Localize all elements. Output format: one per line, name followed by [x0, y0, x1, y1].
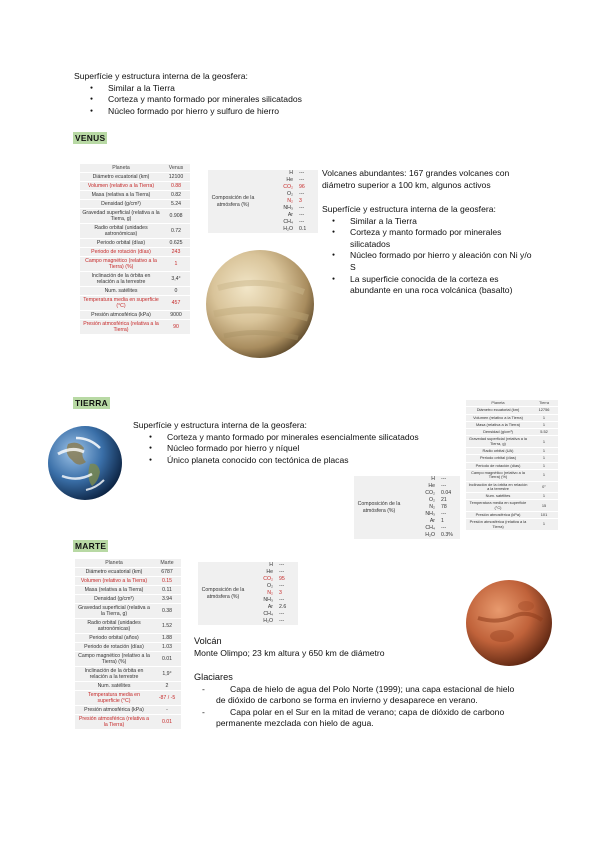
tierra-composition-table	[354, 476, 460, 539]
table-row	[466, 407, 558, 414]
table-row	[208, 170, 318, 177]
composition-value: ---	[279, 597, 285, 603]
list-item: ● Corteza y manto formado por minerales esencialmente silicatados	[147, 432, 453, 444]
venus-geo-title: Superfície y estructura interna de la geosfera:	[322, 204, 496, 214]
table-cell-value: 1	[530, 436, 558, 448]
table-row	[80, 257, 190, 272]
composition-species: CH₄	[263, 611, 273, 617]
composition-label: Composición de la atmósfera (%)	[201, 586, 245, 600]
table-header-row	[75, 559, 181, 568]
table-cell-value: 1	[530, 519, 558, 531]
table-row	[75, 604, 181, 619]
table-cell-value: 2	[153, 682, 181, 691]
table-cell-label: Inclinación de la órbita en relación a la terrestre	[75, 667, 153, 682]
table-row	[466, 462, 558, 469]
marte-volcan	[194, 636, 534, 659]
table-cell-value: 0.01	[153, 715, 181, 730]
tierra-data-table-wrap	[466, 400, 558, 531]
table-cell-value: 15	[530, 500, 558, 512]
table-row	[75, 682, 181, 691]
composition-value: ---	[441, 525, 447, 531]
composition-value: ---	[441, 511, 447, 517]
table-cell-value: 1	[530, 462, 558, 469]
table-cell-value: 0.15	[153, 577, 181, 586]
composition-species: NH₃	[263, 597, 273, 603]
composition-species: CO₂	[263, 576, 273, 582]
table-row	[75, 652, 181, 667]
table-header-row	[80, 164, 190, 173]
composition-value: ---	[441, 476, 447, 482]
table-cell-label: Num. satélites	[75, 682, 153, 691]
table-cell-label: Inclinación de la órbita en relación a la terrestre	[80, 272, 162, 287]
table-cell-label: Gravedad superficial (relativa a la Tierra, g)	[75, 604, 153, 619]
table-cell-label: Volumen (relativo a la Tierra)	[80, 182, 162, 191]
table-cell-value: 243	[162, 248, 190, 257]
table-cell-label: Radio orbital (unidades astronómicas)	[75, 619, 153, 634]
table-row	[466, 414, 558, 421]
table-cell-value: 5.24	[162, 200, 190, 209]
table-cell-label: Masa (relativa a la Tierra)	[80, 191, 162, 200]
composition-value: 0.04	[441, 490, 452, 496]
venus-geosphere	[322, 204, 532, 297]
marte-volcan-title: Volcán	[194, 636, 222, 646]
table-row	[80, 239, 190, 248]
table-row	[466, 500, 558, 512]
table-cell-label: Radio orbital (unidades astronómicas)	[80, 224, 162, 239]
table-cell-label: Presión atmosférica (kPa)	[75, 706, 153, 715]
composition-species: Ar	[287, 212, 293, 218]
table-row	[80, 191, 190, 200]
marte-heading: MARTE	[75, 541, 107, 551]
table-row	[466, 421, 558, 428]
table-row	[466, 469, 558, 481]
list-item: ● La superficie conocida de la corteza es abundante en una roca volcánica (basalto)	[330, 274, 532, 297]
venus-data-table-wrap	[80, 164, 190, 335]
table-row	[75, 577, 181, 586]
table-row	[466, 448, 558, 455]
intro-section	[74, 71, 434, 117]
composition-value: 3	[299, 198, 302, 204]
list-item: ● Único planeta conocido con tectónica de placas	[147, 455, 453, 467]
composition-value: 95	[279, 576, 285, 582]
composition-value: 0.1	[299, 226, 307, 232]
composition-value: 78	[441, 504, 447, 510]
intro-title: Superfície y estructura interna de la geosfera:	[74, 71, 248, 81]
tierra-geo-title: Superfície y estructura interna de la geosfera:	[133, 420, 307, 430]
table-row	[80, 320, 190, 335]
earth-planet-image	[46, 424, 124, 502]
table-cell-value: 0.908	[162, 209, 190, 224]
list-item: - Capa polar en el Sur en la mitad de verano; capa de dióxido de carbono permanente mezclada con hielo de agua.	[194, 707, 524, 730]
table-cell-label: Presión atmosférica (relativa a la Tierra)	[75, 715, 153, 730]
table-header-cell: Marte	[153, 559, 181, 568]
composition-value: ---	[441, 483, 447, 489]
composition-value: 1	[441, 518, 444, 524]
table-row	[466, 481, 558, 493]
table-row	[75, 595, 181, 604]
table-row	[466, 519, 558, 531]
table-cell-value: 3.94	[153, 595, 181, 604]
table-cell-value: 1	[530, 493, 558, 500]
composition-species: He	[286, 177, 293, 183]
composition-species: Ar	[267, 604, 273, 610]
composition-species: H₂O	[425, 532, 435, 538]
intro-bullets	[88, 83, 434, 118]
list-item: ● Corteza y manto formado por minerales silicatados	[330, 227, 532, 250]
table-cell-value: 0.82	[162, 191, 190, 200]
table-row	[75, 643, 181, 652]
tierra-geosphere	[133, 420, 453, 466]
composition-label: Composición de la atmósfera (%)	[357, 500, 401, 514]
composition-value: ---	[299, 170, 305, 176]
composition-species: CH₄	[283, 219, 293, 225]
table-cell-label: Masa (relativa a la Tierra)	[466, 421, 530, 428]
tierra-data-table	[466, 400, 558, 531]
composition-species: CO₂	[425, 490, 435, 496]
marte-glaciares-list	[194, 684, 524, 730]
table-row	[75, 691, 181, 706]
table-cell-value: 1.52	[153, 619, 181, 634]
table-cell-value: 0	[162, 287, 190, 296]
marte-glaciares-title: Glaciares	[194, 672, 233, 682]
table-row	[466, 429, 558, 436]
composition-species: H	[269, 562, 273, 568]
table-row	[80, 173, 190, 182]
table-cell-label: Presión atmosférica (relativa a la Tierra)	[466, 519, 530, 531]
table-row	[75, 568, 181, 577]
table-cell-value: 5.52	[530, 429, 558, 436]
venus-geo-bullets	[330, 216, 532, 297]
table-cell-value: 1	[530, 414, 558, 421]
table-cell-label: Inclinación de la órbita en relación a la terrestre	[466, 481, 530, 493]
table-cell-label: Temperatura media en superficie (°C)	[80, 296, 162, 311]
list-item: - Capa de hielo de agua del Polo Norte (1999); una capa estacional de hielo de dióxido de carbono se forma en invierno y desaparece en verano.	[194, 684, 524, 707]
table-cell-value: 0.625	[162, 239, 190, 248]
table-header-cell: Planeta	[80, 164, 162, 173]
table-cell-value: 1,9°	[153, 667, 181, 682]
table-row	[80, 182, 190, 191]
table-cell-value: 12100	[162, 173, 190, 182]
composition-species: O₂	[266, 583, 273, 589]
composition-value: ---	[299, 219, 305, 225]
composition-value: 96	[299, 184, 305, 190]
table-row	[75, 634, 181, 643]
table-cell-label: Campo magnético (relativo a la Tierra) (%)	[466, 469, 530, 481]
marte-glaciares	[194, 672, 524, 730]
table-row	[80, 311, 190, 320]
table-cell-label: Num. satélites	[466, 493, 530, 500]
composition-species: N₂	[287, 198, 293, 204]
table-cell-value: 1	[162, 257, 190, 272]
composition-value: 0.3%	[441, 532, 453, 538]
composition-species: N₂	[267, 590, 273, 596]
venus-heading: VENUS	[75, 133, 106, 143]
table-cell-label: Densidad (g/cm³)	[75, 595, 153, 604]
table-cell-label: Presión atmosférica (kPa)	[80, 311, 162, 320]
table-cell-value: 1.88	[153, 634, 181, 643]
composition-species: H₂O	[263, 618, 273, 624]
tierra-geo-bullets	[147, 432, 453, 467]
table-cell-value: 457	[162, 296, 190, 311]
table-cell-label: Densidad (g/cm³)	[466, 429, 530, 436]
table-cell-value: 1	[530, 455, 558, 462]
table-cell-value: 0.11	[153, 586, 181, 595]
composition-species: He	[428, 483, 435, 489]
composition-species: O₂	[428, 497, 435, 503]
table-cell-label: Diámetro ecuatorial (km)	[75, 568, 153, 577]
table-row	[75, 667, 181, 682]
composition-value: ---	[299, 177, 305, 183]
venus-volcanoes-text: Volcanes abundantes: 167 grandes volcanes con diámetro superior a 100 km, algunos activos	[322, 168, 510, 190]
composition-value: 2.6	[279, 604, 287, 610]
table-cell-value: 3,4°	[162, 272, 190, 287]
composition-species: O₂	[286, 191, 293, 197]
table-row	[466, 493, 558, 500]
table-row	[80, 209, 190, 224]
table-cell-value: 0.88	[162, 182, 190, 191]
table-cell-label: Periodo de rotación (días)	[75, 643, 153, 652]
table-cell-label: Periodo orbital (años)	[75, 634, 153, 643]
table-header-row	[466, 400, 558, 407]
table-row	[75, 619, 181, 634]
composition-species: CH₄	[425, 525, 435, 531]
composition-species: H	[431, 476, 435, 482]
table-cell-label: Masa (relativa a la Tierra)	[75, 586, 153, 595]
table-cell-value: 0.38	[153, 604, 181, 619]
marte-composition	[198, 562, 298, 625]
composition-value: ---	[279, 618, 285, 624]
composition-species: H	[289, 170, 293, 176]
table-cell-label: Periodo orbital (días)	[80, 239, 162, 248]
composition-label: Composición de la atmósfera (%)	[211, 194, 255, 208]
table-cell-value: 90	[162, 320, 190, 335]
list-item: ● Núcleo formado por hierro y sulfuro de hierro	[88, 106, 434, 118]
venus-composition	[208, 170, 318, 233]
table-cell-value: 12756	[530, 407, 558, 414]
table-cell-value: 6787	[153, 568, 181, 577]
table-cell-value: 1	[530, 421, 558, 428]
venus-planet-image	[204, 248, 316, 360]
table-cell-label: Volumen (relativo a la Tierra)	[466, 414, 530, 421]
table-row	[466, 512, 558, 519]
composition-value: ---	[299, 191, 305, 197]
table-cell-label: Campo magnético (relativo a la Tierra) (%)	[75, 652, 153, 667]
table-cell-label: Presión atmosférica (relativa a la Tierra)	[80, 320, 162, 335]
composition-value: ---	[279, 562, 285, 568]
table-row	[80, 296, 190, 311]
composition-species: CO₂	[283, 184, 293, 190]
marte-data-table	[75, 559, 181, 730]
table-row	[75, 715, 181, 730]
table-cell-label: Gravedad superficial (relativa a la Tierra, g)	[80, 209, 162, 224]
table-cell-label: Radio orbital (UA)	[466, 448, 530, 455]
table-header-cell: Venus	[162, 164, 190, 173]
table-cell-value: 101	[530, 512, 558, 519]
table-row	[354, 476, 460, 483]
table-cell-value: 1	[530, 448, 558, 455]
table-row	[80, 224, 190, 239]
table-header-cell: Planeta	[75, 559, 153, 568]
table-cell-value: -	[153, 706, 181, 715]
table-row	[466, 455, 558, 462]
composition-value: ---	[279, 583, 285, 589]
table-cell-label: Temperatura media en superficie (°C)	[75, 691, 153, 706]
composition-species: NH₃	[425, 511, 435, 517]
table-cell-label: Periodo orbital (días)	[466, 455, 530, 462]
list-item: ● Núcleo formado por hierro y aleación con Ni y/o S	[330, 250, 532, 273]
table-cell-label: Presión atmosférica (kPa)	[466, 512, 530, 519]
table-cell-label: Num. satélites	[80, 287, 162, 296]
tierra-heading: TIERRA	[75, 398, 108, 408]
composition-value: 3	[279, 590, 282, 596]
list-item: ● Similar a la Tierra	[88, 83, 434, 95]
table-cell-label: Volumen (relativo a la Tierra)	[75, 577, 153, 586]
table-cell-label: Gravedad superficial (relativa a la Tierra, g)	[466, 436, 530, 448]
table-cell-label: Densidad (g/cm³)	[80, 200, 162, 209]
composition-species: He	[266, 569, 273, 575]
table-cell-label: Campo magnético (relativo a la Tierra) (%)	[80, 257, 162, 272]
marte-volcan-text: Monte Olimpo; 23 km altura y 650 km de diámetro	[194, 647, 385, 658]
table-cell-value: 0°	[530, 481, 558, 493]
composition-value: 21	[441, 497, 447, 503]
table-row	[80, 200, 190, 209]
table-cell-label: Temperatura media en superficie (°C)	[466, 500, 530, 512]
table-cell-value: 0.01	[153, 652, 181, 667]
marte-data-table-wrap	[75, 559, 181, 730]
tierra-composition	[354, 476, 460, 539]
table-cell-value: -87 / -5	[153, 691, 181, 706]
composition-species: N₂	[429, 504, 435, 510]
table-header-cell: Planeta	[466, 400, 530, 407]
table-cell-label: Periodo de rotación (días)	[466, 462, 530, 469]
venus-composition-table	[208, 170, 318, 233]
table-row	[80, 272, 190, 287]
list-item: ● Similar a la Tierra	[330, 216, 532, 228]
composition-species: Ar	[429, 518, 435, 524]
table-cell-label: Diámetro ecuatorial (km)	[80, 173, 162, 182]
composition-value: ---	[299, 212, 305, 218]
list-item: ● Núcleo formado por hierro y níquel	[147, 443, 453, 455]
table-row	[75, 586, 181, 595]
table-cell-value: 0.72	[162, 224, 190, 239]
table-row	[75, 706, 181, 715]
table-header-cell: Tierra	[530, 400, 558, 407]
composition-species: H₂O	[283, 226, 293, 232]
table-row	[198, 562, 298, 569]
table-cell-label: Diámetro ecuatorial (km)	[466, 407, 530, 414]
table-cell-value: 1.03	[153, 643, 181, 652]
table-cell-value: 1	[530, 469, 558, 481]
marte-composition-table	[198, 562, 298, 625]
composition-species: NH₃	[283, 205, 293, 211]
composition-value: ---	[279, 611, 285, 617]
table-row	[80, 287, 190, 296]
venus-data-table	[80, 164, 190, 335]
table-cell-label: Periodo de rotación (días)	[80, 248, 162, 257]
composition-value: ---	[299, 205, 305, 211]
list-item: ● Corteza y manto formado por minerales silicatados	[88, 94, 434, 106]
table-row	[80, 248, 190, 257]
table-row	[466, 436, 558, 448]
composition-value: ---	[279, 569, 285, 575]
table-cell-value: 9000	[162, 311, 190, 320]
